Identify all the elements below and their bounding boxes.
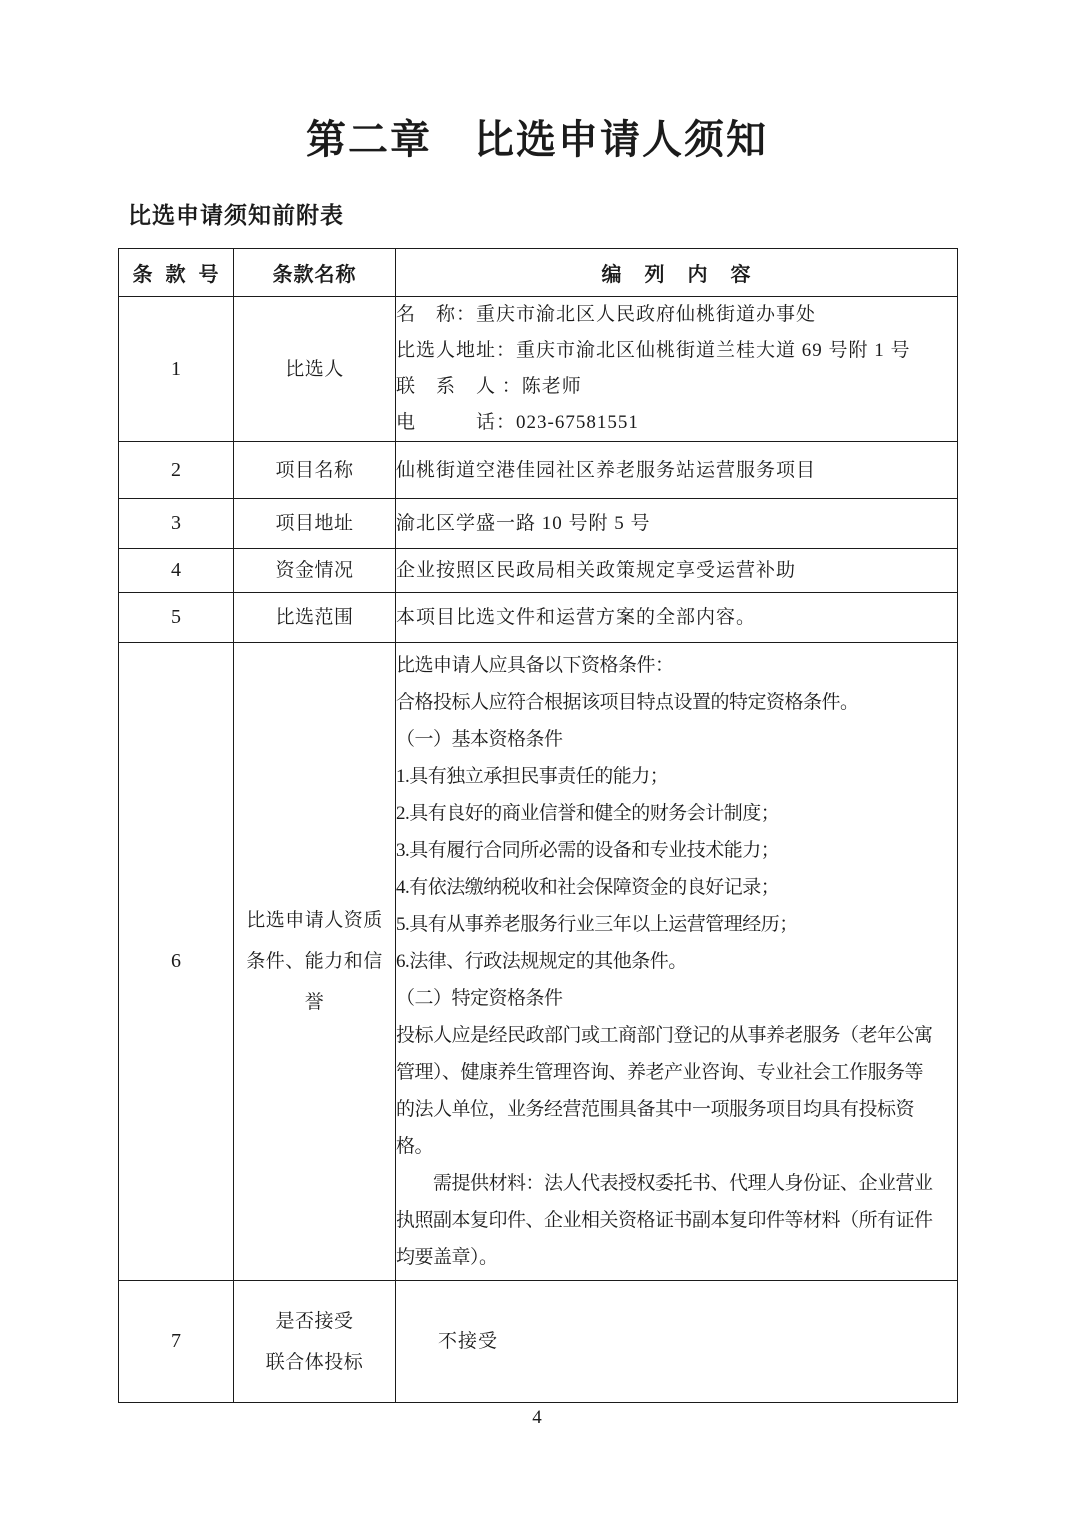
clause-name-line: 誉 <box>304 992 325 1013</box>
clause-name-line: 比选范围 <box>275 607 354 628</box>
clause-content-line: 1.具有独立承担民事责任的能力； <box>396 766 669 787</box>
clause-content-cell <box>396 643 958 1281</box>
clause-content-line: 仙桃街道空港佳园社区养老服务站运营服务项目 <box>396 459 817 481</box>
clause-content-line: 格。 <box>396 1136 434 1157</box>
table-caption: 比选申请须知前附表 <box>128 203 344 228</box>
clause-content-line: 渝北区学盛一路 10 号附 5 号 <box>396 513 651 534</box>
clause-content-line: （一）基本资格条件 <box>396 729 563 750</box>
table-row <box>119 549 958 593</box>
clause-content-line: 不接受 <box>438 1331 499 1352</box>
clause-content-line: 6.法律、行政法规规定的其他条件。 <box>396 951 687 972</box>
table-row <box>119 643 958 1281</box>
clause-content-line: 管理）、健康养生管理咨询、养老产业咨询、专业社会工作服务等 <box>396 1062 924 1083</box>
column-header-clause-name: 条款名称 <box>234 249 396 297</box>
clause-content-line: 4.有依法缴纳税收和社会保障资金的良好记录； <box>396 877 780 898</box>
clause-content-line: 投标人应是经民政部门或工商部门登记的从事养老服务（老年公寓 <box>396 1025 933 1046</box>
clause-number-cell: 2 <box>119 442 234 499</box>
clause-name-line: 比选人 <box>285 358 344 380</box>
table-header-row <box>119 249 958 297</box>
column-header-content: 编 列 内 容 <box>396 249 958 297</box>
clause-number-cell: 4 <box>119 549 234 593</box>
clause-content-cell <box>396 593 958 643</box>
clause-name-line: 比选申请人资质 <box>246 910 383 931</box>
clause-content-line: 均要盖章）。 <box>396 1247 498 1268</box>
clause-content-line: 5.具有从事养老服务行业三年以上运营管理经历； <box>396 914 798 935</box>
clause-content-line: 执照副本复印件、企业相关资格证书副本复印件等材料（所有证件 <box>396 1210 933 1231</box>
clause-number-cell: 3 <box>119 499 234 549</box>
clause-name-cell <box>234 593 396 643</box>
clause-number-cell: 6 <box>119 643 234 1281</box>
table-row <box>119 499 958 549</box>
clause-name-line: 项目名称 <box>275 459 354 481</box>
clause-content-cell <box>396 442 958 499</box>
clause-content-line: 名 称：重庆市渝北区人民政府仙桃街道办事处 <box>396 304 817 325</box>
table-row <box>119 442 958 499</box>
table-row <box>119 297 958 442</box>
clause-name-cell <box>234 643 396 1281</box>
clause-name-cell <box>234 442 396 499</box>
clause-name-cell <box>234 499 396 549</box>
clause-content-line: 电 话：023-67581551 <box>396 412 639 433</box>
clause-content-cell <box>396 499 958 549</box>
clause-content-line: 比选申请人应具备以下资格条件： <box>396 655 674 676</box>
clause-number-cell: 5 <box>119 593 234 643</box>
clause-content-line: 合格投标人应符合根据该项目特点设置的特定资格条件。 <box>396 692 859 713</box>
clause-content-cell <box>396 297 958 442</box>
clause-name-cell <box>234 549 396 593</box>
clause-content-line: 的法人单位，业务经营范围具备其中一项服务项目均具有投标资 <box>396 1099 915 1120</box>
column-header-clause-number: 条 款 号 <box>119 249 234 297</box>
clause-name-line: 项目地址 <box>275 513 354 534</box>
clause-content-line: 本项目比选文件和运营方案的全部内容。 <box>396 607 757 628</box>
clause-number-cell: 7 <box>119 1281 234 1403</box>
clause-name-cell <box>234 1281 396 1403</box>
clause-content-line: 需提供材料：法人代表授权委托书、代理人身份证、企业营业 <box>396 1173 933 1194</box>
clause-name-cell <box>234 297 396 442</box>
clause-name-line: 联合体投标 <box>265 1351 364 1373</box>
clause-content-line: 3.具有履行合同所必需的设备和专业技术能力； <box>396 840 780 861</box>
page-number: 4 <box>532 1407 542 1428</box>
chapter-title: 第二章 比选申请人须知 <box>306 117 768 162</box>
clause-content-cell <box>396 549 958 593</box>
clause-content-line: 2.具有良好的商业信誉和健全的财务会计制度； <box>396 803 780 824</box>
clause-content-line: 比选人地址：重庆市渝北区仙桃街道兰桂大道 69 号附 1 号 <box>396 340 911 361</box>
clause-content-line: 企业按照区民政局相关政策规定享受运营补助 <box>396 560 797 581</box>
table-row <box>119 593 958 643</box>
clause-name-line: 是否接受 <box>275 1310 354 1332</box>
pre-bid-notice-table <box>118 248 958 1403</box>
clause-content-line: （二）特定资格条件 <box>396 988 563 1009</box>
clause-number-cell: 1 <box>119 297 234 442</box>
clause-content-line: 联 系 人 ：陈老师 <box>396 376 582 397</box>
clause-name-line: 资金情况 <box>275 560 354 581</box>
clause-name-line: 条件、能力和信 <box>246 951 383 972</box>
table-row <box>119 1281 958 1403</box>
clause-content-cell <box>396 1281 958 1403</box>
